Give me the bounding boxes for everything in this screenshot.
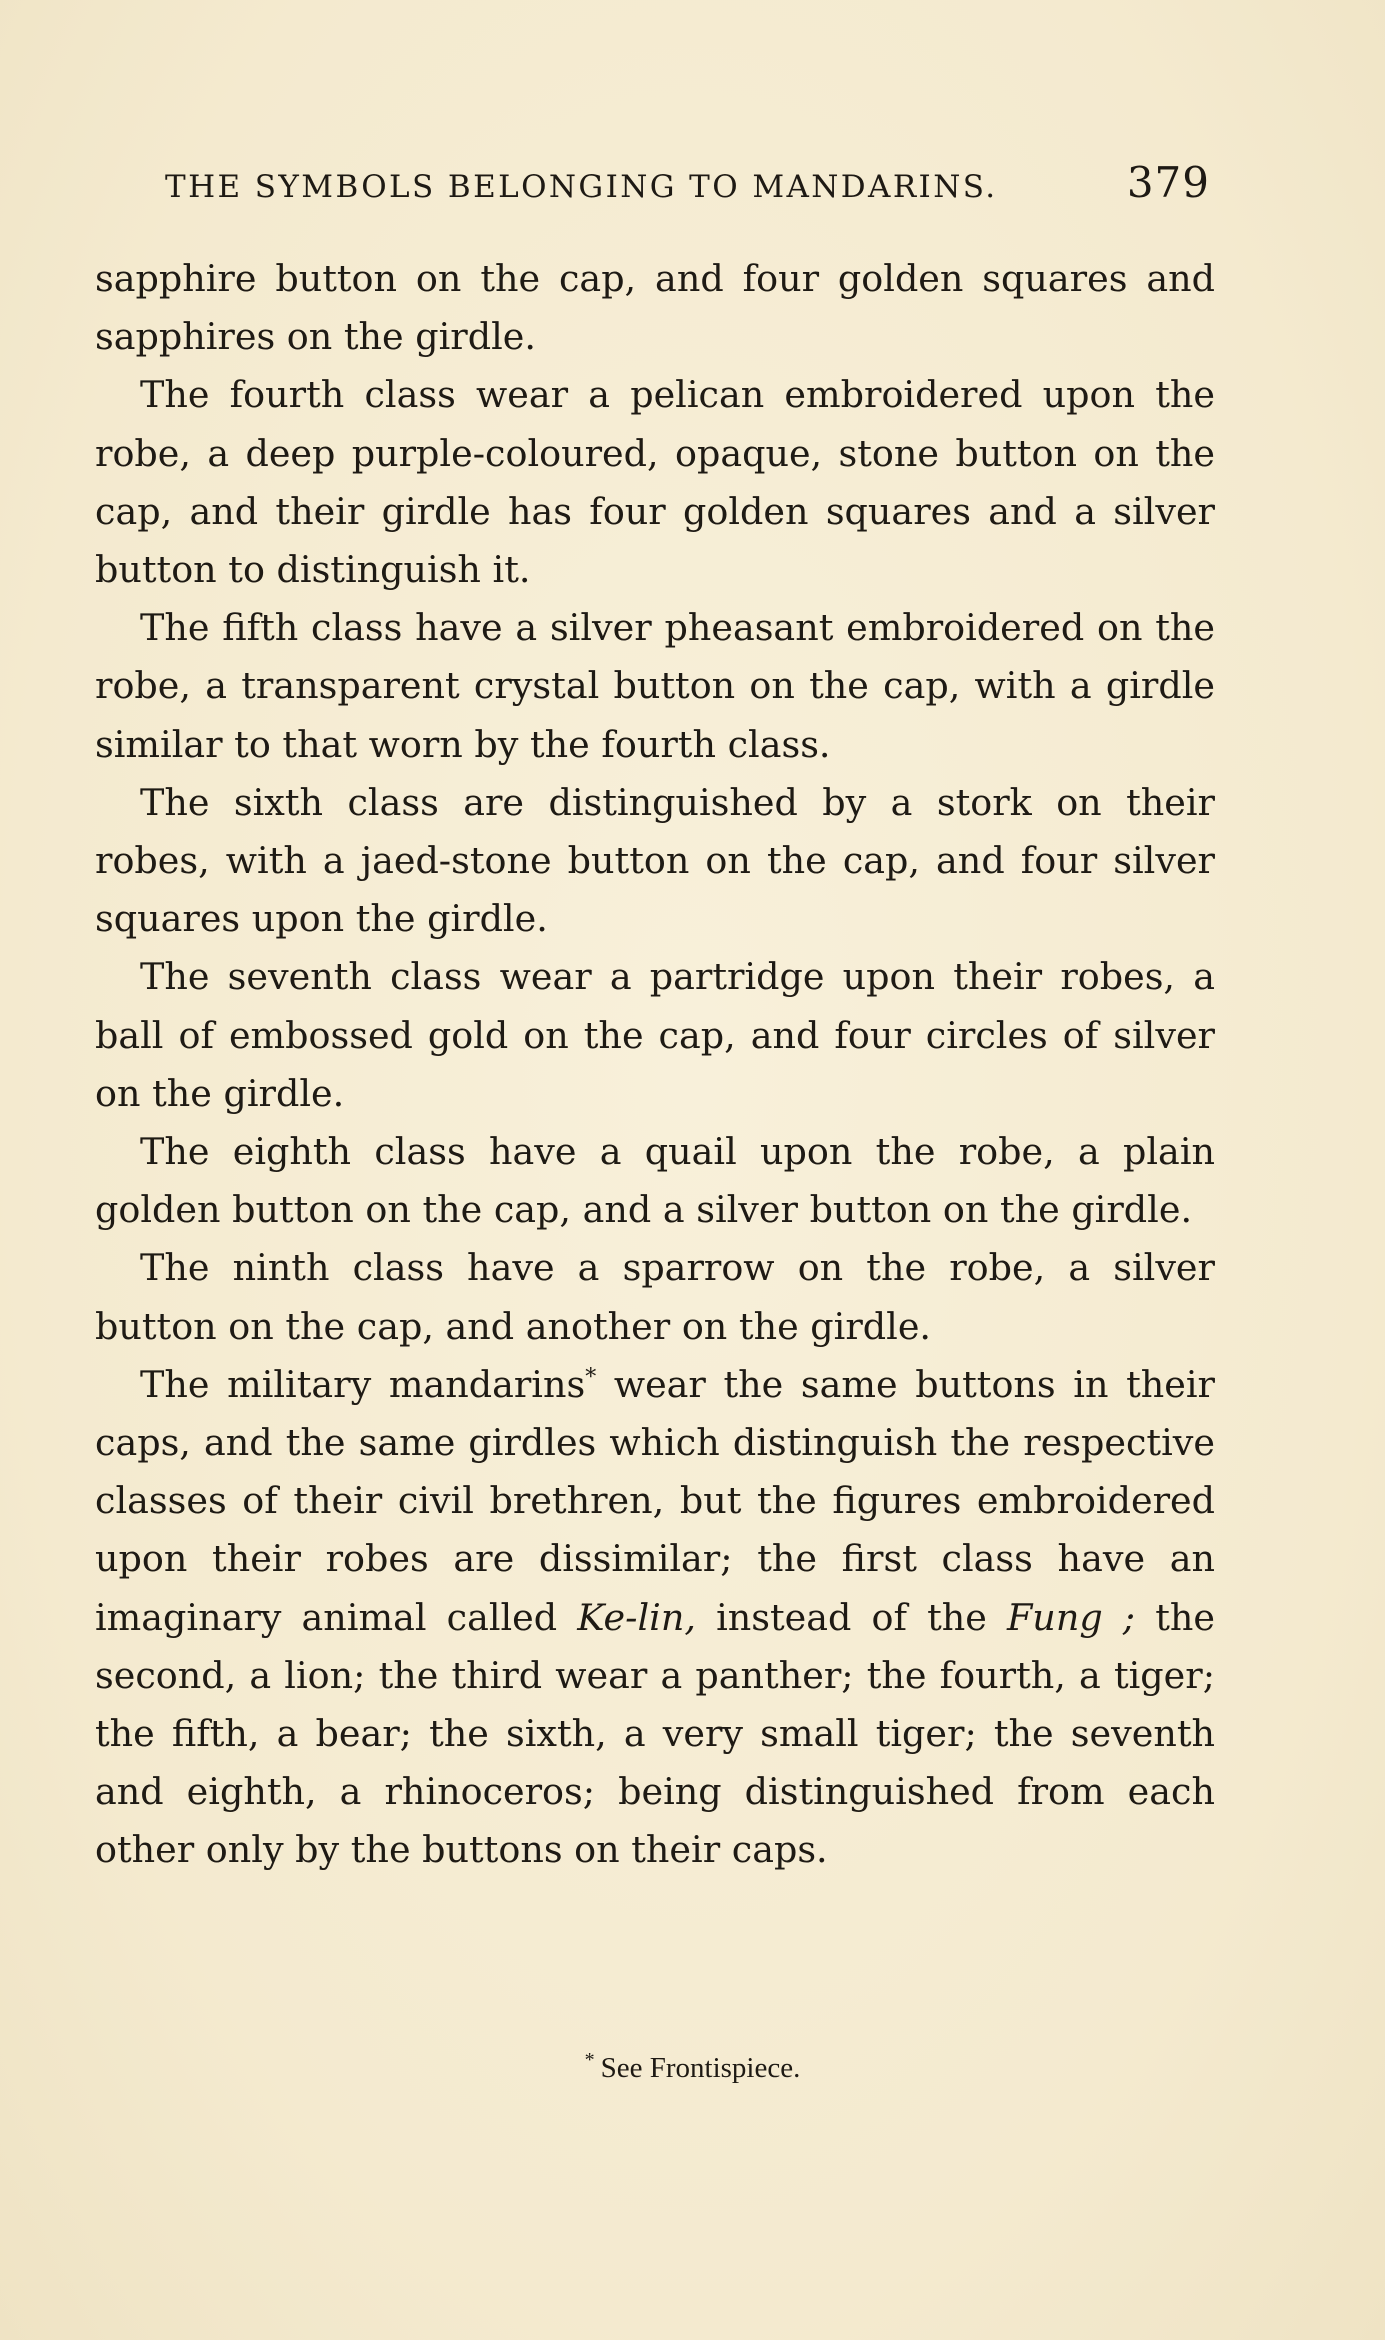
body-text [95, 250, 1215, 1880]
paragraph-ninth-class: The ninth class have a sparrow on the robe, a silver button on the cap, and another on the girdle. [95, 1246, 1215, 1348]
footnote-text: See Frontispiece. [600, 2052, 801, 2084]
text-run: The military mandarins [140, 1362, 586, 1406]
footnote [0, 2049, 1385, 2085]
paragraph-fourth-class: The fourth class wear a pelican embroidered upon the robe, a deep purple-coloured, opaque, stone button on the cap, and their girdle has four golden squares and a silver button to distinguish it. [95, 373, 1215, 592]
paragraph-military-mandarins [95, 1356, 1215, 1880]
text-run: the second, a lion; the third wear a panther; the fourth, a tiger; the fifth, a bear; the sixth, a very small tiger; the seventh and eighth, a rhinoceros; being distinguished from each other only by the buttons on their caps. [95, 1595, 1215, 1872]
footnote-mark: * [584, 2049, 595, 2072]
text-run: wear the same buttons in their caps, and the same girdles which distinguish the respective classes of their civil brethren, but the figures embroidered upon their robes are dissimilar; the first class have an imaginary animal called [95, 1362, 1215, 1639]
page-number: 379 [1126, 158, 1210, 207]
paragraph-eighth-class: The eighth class have a quail upon the robe, a plain golden button on the cap, and a silver button on the girdle. [95, 1130, 1215, 1232]
paragraph-continued: sapphire button on the cap, and four golden squares and sapphires on the girdle. [95, 257, 1215, 359]
text-run: instead of the [695, 1595, 1007, 1639]
page-header [165, 158, 1210, 207]
paragraph-seventh-class: The seventh class wear a partridge upon their robes, a ball of embossed gold on the cap, and four circles of silver on the girdle. [95, 955, 1215, 1115]
italic-term-fung: Fung ; [1006, 1595, 1136, 1639]
footnote-reference: * [585, 1364, 597, 1390]
paragraph-fifth-class: The fifth class have a silver pheasant embroidered on the robe, a transparent crystal button on the cap, with a girdle similar to that worn by the fourth class. [95, 606, 1215, 766]
italic-term-ke-lin: Ke-lin, [577, 1595, 696, 1639]
paragraph-sixth-class: The sixth class are distinguished by a stork on their robes, with a jaed-stone button on the cap, and four silver squares upon the girdle. [95, 780, 1215, 941]
running-head: THE SYMBOLS BELONGING TO MANDARINS. [165, 169, 998, 205]
